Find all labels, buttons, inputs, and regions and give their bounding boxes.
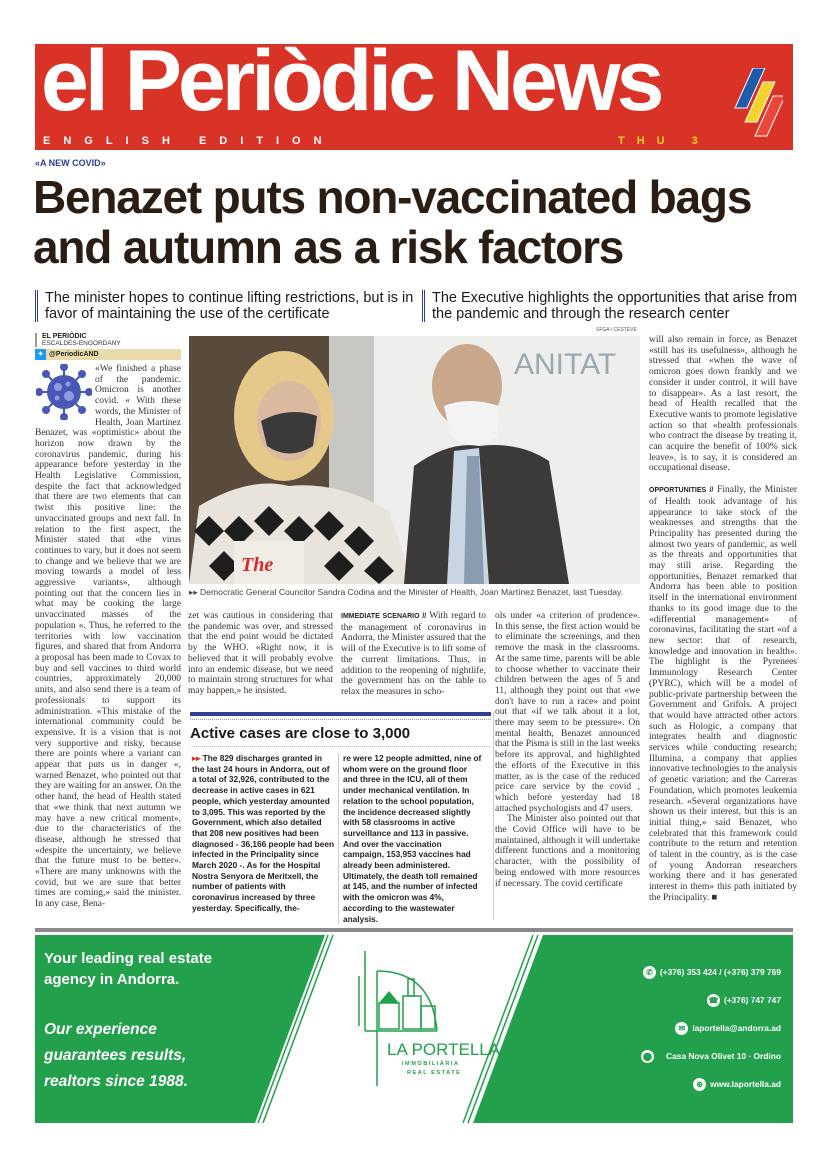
- contact-address[interactable]: ⬤ Casa Nova Olivet 10 · Ordino: [641, 1042, 781, 1070]
- svg-text:ANITAT: ANITAT: [514, 348, 617, 381]
- subhead-right: The Executive highlights the opportunities that arise from the pandemic and through the research center: [422, 290, 807, 322]
- twitter-handle-text: @PeriodicAND: [49, 351, 99, 358]
- active-cases-box: [188, 712, 494, 924]
- twitter-handle[interactable]: [35, 349, 181, 360]
- article-column-4: [495, 611, 640, 889]
- article-column-5: [649, 335, 797, 904]
- phone-icon: ☎: [708, 995, 719, 1005]
- byline: [35, 333, 181, 360]
- whatsapp-icon: ✆: [643, 966, 656, 979]
- section-lead-opportunities: OPPORTUNITIES //: [649, 487, 714, 495]
- column-4-text: ols under «a criterion of prudence». In this sense, the first action would be to eliminate the screenings, and then remove the mask in the classrooms. At the same time, parents will be able to choose whether to vaccinate their children between the ages of 5 and 11, although they point out that «we don't have to run a race» and point out that «if we talk about it a lot, there may seem to be pressure». On mental health, Benazet announced that the Pisma is still in the last weeks before its approval, and highlighted the efforts of the Executive in this matter, as is the case of the reduced price care service by the covid , which before yesterday had 18 attached psychologists and 47 users.: [495, 611, 640, 814]
- column-3-text: With regard to the management of coronavirus in Andorra, the Minister assured that the will of the Executive is to lift some of the current limitations. Thus, in addition to the reopening of nightlife, the government has on the table to relax the measures in scho-: [341, 611, 486, 697]
- twitter-icon: ✦: [35, 349, 46, 360]
- ad-brand-sub1: IMMOBILIÀRIA: [402, 1061, 460, 1067]
- photo-credit: SFGA / CESTEVE: [596, 327, 637, 333]
- ad-tagline: Your leading real estate agency in Andorra.: [44, 950, 213, 988]
- email-icon: ✉: [675, 1022, 688, 1035]
- article-photo: [189, 336, 640, 584]
- article-column-1: [35, 364, 181, 910]
- masthead: [35, 33, 793, 150]
- ad-slogan: Our experience guarantees results, realtors since 1988.: [44, 1021, 188, 1090]
- ad-brand-sub2: REAL ESTATE: [407, 1070, 462, 1076]
- article-headline: Benazet puts non-vaccinated bags and autumn as a risk factors: [33, 171, 752, 273]
- arrow-icon: ▸▸: [192, 753, 201, 763]
- article-column-3: [341, 611, 486, 698]
- article-column-2: zet was cautious in considering that the pandemic was over, and stressed that the end point would be dictated by the WHO. «Right now, it is believed that it will probably evolve into an endemic disease, but we need to maintain strong structures for what may happen,» he insisted.: [188, 611, 333, 696]
- contact-whatsapp[interactable]: ✆ (+376) 353 424 / (+376) 379 769: [641, 958, 781, 986]
- column-1-text: «We finished a phase of the pandemic. Omicron is another covid. « With these words, the Minister of Health, Joan Martínez Benazet, was «optimistic» about the horizon now drawn by the coronavirus pandemic, during his appearance before yesterday in the Health Legislative Commission, despite the fact that acknowledged that there are two elements that can twist this positive line: the unvaccinated groups and next fall. In relation to the first aspect, the Minister stated that «the virus continues to vary, but it does not seem to change and we believe that we are moving towards a model of less aggressive variants», although pointing out that the concern lies in what may be cooking the large unvaccinated masses of the population «. Thus, he referred to the territories with low vaccination figures, and shared that from Andorra a proposal has been made to Covax to buy and sell vaccines to third world countries, approximately 20,000 units, and also send there is a team of professionals to support its administration. «This mistake of the international community could be expensive. It is a vision that is not very supportive and risky, because there are points where a variant can appear that puts us in danger «, warned Benazet, who pointed out that they are waiting for an answer. On the other hand, the head of Health stated that «we think that next autumn we may have a new critical moment», due to the characteristics of the disease, although he stressed that «despite the uncertainty, we believe that the future must to be better». «There are many unknowns with the covid, but we are sure that better times are coming,» said the minister. In any case, Bena-: [35, 364, 181, 910]
- web-icon: ⊕: [693, 1078, 706, 1091]
- photo-caption: ▸▸ Democratic General Councilor Sandra Codina and the Minister of Health, Joan Martínez Benazet, last Tuesday.: [189, 587, 624, 597]
- section-divider: [35, 928, 793, 932]
- edition-label: ENGLISH EDITION: [43, 135, 335, 147]
- active-cases-column-2: re were 12 people admitted, nine of whom were on the ground floor and three in the ICU, all of them under mechanical ventilation. In relation to the school population, the incidence decreased slightly with 58 classrooms in active surveillance and 113 in passive. And over the vaccination campaign, 153,953 vaccines had already been administered. Ultimately, the death toll remained at 145, and the number of infected with the omicron was 4%, according to the wastewater analysis.: [338, 753, 488, 924]
- byline-author: EL PERIÒDIC: [35, 333, 181, 340]
- article-kicker: «A NEW COVID»: [35, 158, 106, 168]
- active-cases-title: Active cases are close to 3,000: [190, 725, 411, 742]
- photo-image: [189, 336, 640, 584]
- flag-stripes-icon: [731, 68, 783, 140]
- subhead-left: The minister hopes to continue lifting restrictions, but is in favor of maintaining the use of the certificate: [35, 290, 425, 322]
- byline-location: ESCALDES-ENGORDANY: [35, 340, 181, 347]
- ad-contacts: [641, 958, 781, 1098]
- issue-date: THU 3: [618, 135, 710, 147]
- real-estate-ad[interactable]: [35, 933, 793, 1125]
- column-5-text-p2: Finally, the Minister of Health took advantage of his appearance to take stock of the weaknesses and strengths that the Principality has presented during the almost two years of pandemic, as well as the threats and opportunities that may still arise. Regarding the opportunities, Benazet remarked that Andorra has been able to position itself in the international environment thanks to its good image due to the «differential management» of coronavirus, facilitating the start «of a new sector: that of research, knowledge and innovation in health». The highlight is the Pyrenees Immunology Research Center (PYRC), which will be a model of public-private partnership between the Government and Grifols. A project that would have attracted other actors such as Hologic, a company that integrates health and diagnostic services while conducting research; Illumina, a company that applies innovative technologies to the analysis of genetic variation; and the Carreras Foundation, which promotes leukemia research. «Several organizations have shown us their interest, but this is an initial thing,» said Benazet, who celebrated that this framework could contribute to the return and retention of talent in the country, as is the case of young Andorran researchers working there and it has generated interest in them» this path initiated by the Principality. ■: [649, 485, 797, 903]
- ad-brand: LA PORTELLA: [387, 1040, 501, 1059]
- contact-website[interactable]: ⊕ www.laportella.ad: [641, 1070, 781, 1098]
- section-lead-immediate-scenario: IMMEDIATE SCENARIO //: [341, 613, 427, 620]
- svg-text:The: The: [241, 554, 274, 576]
- column-4-text-p2: The Minister also pointed out that the Covid Office will have to be maintained, although it will undertake different functions and a monitoring character, with the possibility of being endowed with more resources if necessary. The covid certificate: [495, 814, 640, 889]
- active-cases-column-1: ▸▸ The 829 discharges granted in the last 24 hours in Andorra, out of a total of 32,926, contributed to the decrease in active cases in 621 people, which yesterday amounted to 3,095. This was reported by the Government, which also detailed that 208 new positives had been diagnosed - 36,166 people had been infected in the Principality since March 2020 -. As for the Hospital Nostra Senyora de Meritxell, the number of patients with coronavirus increased by three yesterday. Specifically, the-: [192, 753, 335, 913]
- contact-phone[interactable]: ☎ (+376) 747 747: [708, 995, 781, 1005]
- column-5-text: will also remain in force, as Benazet «still has its usefulness», although he stressed that «when the wave of omicron goes down frankly and we consider it under control, it will have to disappear». As a last resort, the head of Health recalled that the Executive wants to promote legislative action so that «health professionals who contract the disease by treating it, can acquire the benefit of 100% sick leave», is to say, it is considered an occupational disease.: [649, 335, 797, 474]
- masthead-title: el Periòdic News: [41, 33, 661, 129]
- location-icon: ⬤: [641, 1050, 654, 1063]
- contact-email[interactable]: ✉ laportella@andorra.ad: [641, 1014, 781, 1042]
